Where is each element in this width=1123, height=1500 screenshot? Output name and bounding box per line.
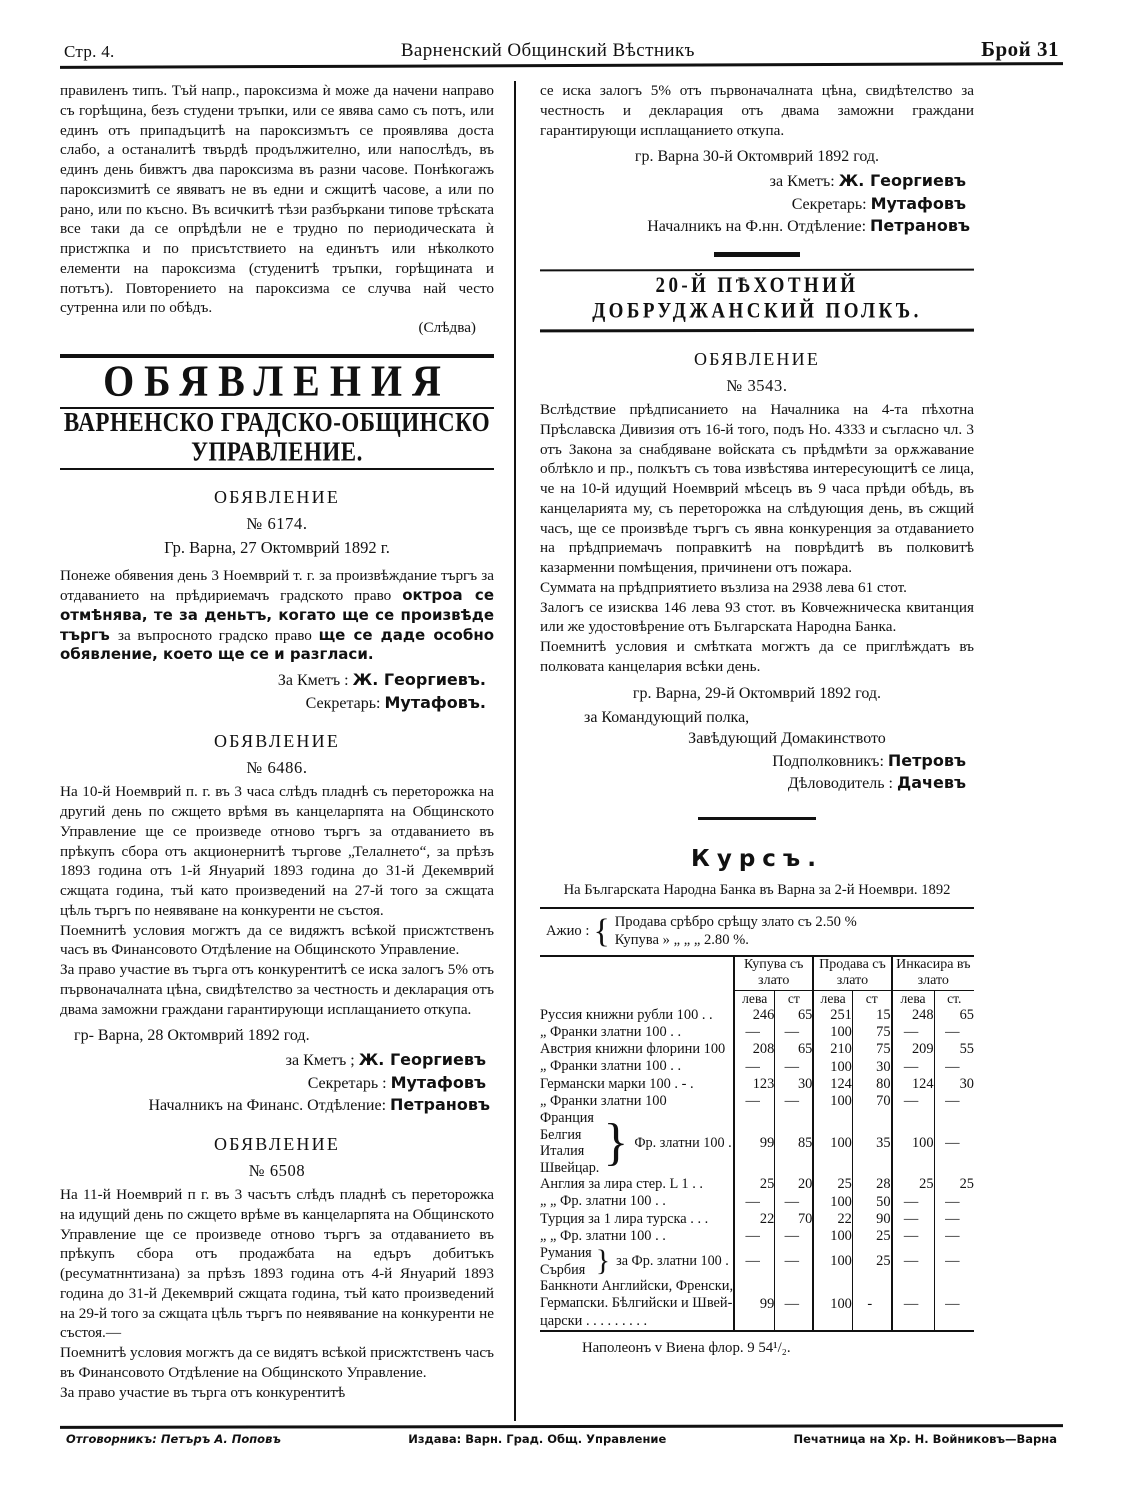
banknote-line: царски . . . . . . . . .: [540, 1312, 648, 1329]
continued-announcement: [540, 81, 974, 140]
rate-cell: 90: [852, 1211, 891, 1228]
rate-cell: 210: [813, 1041, 852, 1058]
rate-cell: 251: [813, 1007, 852, 1024]
currency-name-cell: Турция за 1 лира турска . . .: [540, 1210, 709, 1227]
footer-printer: Печатница на Хр. Н. Войниковъ—Варна: [793, 1432, 1057, 1446]
currency-name-cell: „ „ Фр. златни 100 . .: [540, 1193, 666, 1210]
collect-gold-header: Инкасира въ злато: [892, 956, 974, 991]
braced-currency-group: [540, 1245, 733, 1278]
rate-cell: —: [734, 1093, 775, 1110]
ajio-brace-icon: {: [593, 913, 610, 951]
regiment-body: [540, 400, 974, 677]
rate-cell: 100: [813, 1058, 852, 1075]
currency-group-names: [540, 1110, 599, 1176]
currency-group-suffix: Фр. златни 100 .: [634, 1134, 732, 1151]
announcement-title: ОБЯВЛЕНИЕ: [693, 349, 821, 370]
signature-block: [540, 170, 974, 238]
currency-group-names: [540, 1245, 592, 1278]
regiment-paragraph: Вслѣдствие прѣдписаниeто на Началника на 4-та пѣхотна Прѣславска Дивизия отъ 16-й того, подъ Но. 4333 и съгласно чл. 3 отъ Закона за снабдяване войската съ прѣдмѣти за орѫжавание облѣкло и пр., полкътъ съ това извѣстява интересующитѣ се лица, че на 10-й идущий Ноемврий мѣсецъ въ 9 часа прѣди обѣдь, въ канцеларията му, съ переторожка на слѣдующия день, въ сжщий часъ, ще се произвѣде търгъ съ явна конкуренция за отдаванието на прѣдприемачъ поправкитѣ на поврѣдитѣ въ полковитѣ казарменни помѣщения, причинени отъ пожара.: [540, 401, 974, 577]
regiment-paragraph: Поемнитѣ условия и смѣтката могжтъ да се приглѣждатъ въ полковата канцелария всѣки день.: [540, 638, 974, 675]
rate-cell: 25: [734, 1176, 775, 1193]
rate-cell: 123: [734, 1076, 775, 1093]
rate-cell: —: [934, 1193, 974, 1210]
rate-cell: 28: [852, 1176, 891, 1193]
emphasised-text: ще се даде особно обявление, което ще се и разгласи.: [60, 625, 494, 664]
rate-cell: 100: [813, 1110, 852, 1176]
signature-name: Петрановъ: [390, 1095, 490, 1115]
signature-role: за Кметъ ;: [285, 1052, 359, 1070]
currency-name: Румания: [540, 1245, 592, 1262]
regiment-heading: 20-Й ПѢХОТНИЙ ДОБРУДЖАНСКИЙ ПОЛКЪ.: [592, 273, 922, 324]
masthead-title: ОБЯВЛЕНИЯ: [103, 354, 451, 406]
rate-cell: 22: [734, 1211, 775, 1228]
announcement-paragraph: Поемнитѣ условия могжтъ да се видяжтъ всѣкой присжтственъ часъ въ Финансовото Отдѣление на Общинското Управление.: [60, 921, 494, 959]
currency-name: Франция: [540, 1110, 594, 1127]
rate-cell: 80: [852, 1076, 891, 1093]
rate-cell: —: [892, 1228, 935, 1245]
signature-name: Мутафовъ.: [384, 692, 486, 712]
rate-cell: —: [934, 1278, 974, 1331]
rate-cell: —: [734, 1245, 775, 1278]
rate-cell: —: [892, 1024, 935, 1041]
table-group-header-row: [540, 956, 974, 991]
rate-cell: 65: [775, 1041, 814, 1058]
signature-line: [540, 750, 974, 773]
announcement-number: № 6508: [248, 1161, 306, 1181]
ajio-buy-line: Купува » „ „ „ 2.80 %.: [614, 931, 749, 948]
signature-role: Началникъ на Ф.нн. Отдѣление:: [647, 218, 871, 236]
rate-cell: 100: [813, 1093, 852, 1110]
page-footer: [60, 1428, 1063, 1446]
rate-cell: 65: [934, 1007, 974, 1024]
unit-header: лева: [734, 990, 775, 1007]
signature-role: Секретарь :: [307, 1074, 391, 1092]
banknote-line: Гермапски. Бѣлгийски и Швей-: [540, 1295, 733, 1312]
table-row: [540, 1024, 974, 1041]
signature-role: Подполковникъ:: [772, 752, 888, 770]
table-row: [540, 1245, 974, 1278]
announcement-city-date: Гр. Варна, 27 Октомврий 1892 г.: [164, 538, 390, 558]
rate-cell: —: [934, 1058, 974, 1075]
signature-line: [540, 772, 974, 795]
announcement-title: ОБЯВЛЕНИЕ: [213, 731, 341, 752]
rate-cell: 55: [934, 1041, 974, 1058]
signature-line: за Командующий полка,: [584, 708, 750, 726]
rate-cell: 100: [813, 1278, 852, 1331]
table-row: [540, 1076, 974, 1093]
medical-article: [60, 81, 494, 338]
masthead-subtitle: ВАРНЕНСКО ГРАДСКО-ОБЩИНСКО УПРАВЛЕНИЕ.: [63, 407, 491, 467]
regiment-city-date: гр. Варна, 29-й Октомврий 1892 год.: [632, 684, 882, 702]
banknote-line: Банкноти Английски, Френски,: [540, 1278, 734, 1295]
rate-cell: 50: [852, 1193, 891, 1210]
announcement-6486: [60, 731, 494, 1117]
announcement-body: [60, 782, 494, 1019]
unit-header: ст: [852, 990, 891, 1007]
article-paragraph: правиленъ типъ. Тъй напр., пароксизма ѝ може да начени направо съ горѣщина, безъ студени тръпки, или се явява само съ потъ, или единъ отъ припадъцитѣ на пароксизмътъ се проявлява доста слабо, а останалитѣ твърдѣ продължително, или напослѣдъ, въ единъ день бивжтъ два пароксизма въ разни часове. Понѣкогажъ пароксизмитѣ се явяватъ не въ едни и сжщитѣ часове, а или по рано, или по късно. Въ всичкитѣ тѣзи разбъркани типове трѣската все таки да се опрѣдѣли не е трудно по периодическата ѝ пристжпка и по присътствието на единътъ или нѣколкото елементи на пароксизма (студенитѣ тръпки, горѣщината и потътъ). Повторението на пароксизма се случва най често сутренна или по обѣдъ.: [60, 82, 494, 317]
rate-cell: 30: [775, 1076, 814, 1093]
signature-name: Мутафовъ: [870, 193, 966, 213]
currency-name-cell: Руссия книжни рубли 100 . .: [540, 1006, 713, 1023]
rate-cell: 30: [852, 1058, 891, 1075]
announcement-paragraph: На 11-й Ноемврий п г. въ 3 часътъ слѣдъ пладнѣ съ переторожка на идущий день по сжщето врѣме въ канцеларпята на Общинското Управление ще се произведе отново търгъ за отдаванието въ прѣкупъ сбора отъ продажбата на едъръ добитъкъ (ресуматннтизана) за прѣзъ 1893 година отъ 4-й Януарий 1893 година до 31-й Декемврий сжщата година, тъй като произведений на 29-й того за сжщата цѣль търгъ по неявявание на конкуренти не състоя.—: [60, 1186, 494, 1342]
currency-name: Сърбия: [540, 1261, 586, 1278]
footer-publisher: Издава: Варн. Град. Общ. Управление: [408, 1432, 667, 1446]
rate-cell: 99: [734, 1278, 775, 1331]
rate-cell: —: [934, 1211, 974, 1228]
rate-cell: —: [775, 1193, 814, 1210]
signature-block: [60, 1049, 494, 1117]
rate-cell: —: [934, 1228, 974, 1245]
rate-cell: 100: [813, 1024, 852, 1041]
currency-name: Италия: [540, 1143, 585, 1160]
rate-cell: —: [934, 1110, 974, 1176]
currency-group-suffix: за Фр. златни 100 .: [616, 1253, 729, 1270]
ajio-sell-line: Продава срѣбро срѣщу злато съ 2.50 %: [614, 913, 857, 930]
rate-cell: 246: [734, 1007, 775, 1024]
rate-cell: —: [734, 1193, 775, 1210]
signature-name: Мутафовъ: [390, 1072, 486, 1092]
signature-role: Дѣловодитель :: [787, 775, 897, 793]
rate-cell: —: [734, 1228, 775, 1245]
rate-cell: 100: [813, 1245, 852, 1278]
rate-cell: 35: [852, 1110, 891, 1176]
signature-line: [540, 193, 974, 216]
currency-name-cell: „ Франки златни 100 . .: [540, 1058, 682, 1075]
rate-cell: 100: [813, 1193, 852, 1210]
article-continuation: (Слѣдва): [418, 319, 476, 336]
rate-cell: 208: [734, 1041, 775, 1058]
currency-name-cell: Австрия книжни флорини 100: [540, 1041, 726, 1058]
kurs-subtitle: На Българската Народна Банка въ Варна за 2-й Ноември. 1892: [563, 881, 951, 898]
signature-line: [60, 1049, 494, 1072]
page-number-label: Стр. 4.: [64, 42, 115, 61]
rate-cell: 124: [813, 1076, 852, 1093]
rate-cell: 20: [775, 1176, 814, 1193]
rate-cell: 85: [775, 1110, 814, 1176]
announcement-6508: [60, 1134, 494, 1402]
currency-name-cell: „ Франки златни 100: [540, 1092, 667, 1109]
table-row: [540, 1278, 974, 1331]
napoleon-rate: Наполеонъ v Виена флор. 9 54¹/₂.: [582, 1340, 791, 1356]
table-row: [540, 1211, 974, 1228]
table-row: [540, 1110, 974, 1176]
announcement-paragraph: Поемнитѣ условия могжтъ да се видятъ всѣкой присжтственъ часъ въ Финансовото Отдѣление на Общинското Управление.: [60, 1344, 494, 1381]
table-row: [540, 1193, 974, 1210]
table-head: [540, 956, 974, 1007]
rate-cell: 70: [852, 1093, 891, 1110]
continued-city-date: гр. Варна 30-й Октомврий 1892 год.: [634, 148, 880, 166]
announcement-body: [60, 566, 494, 665]
issue-number: Брой 31: [981, 37, 1059, 61]
unit-header: ст: [775, 990, 814, 1007]
continued-paragraph: се иска залогъ 5% отъ първоначалната цѣна, свидѣтелство за честность и декларация отъ двама заможни граждани гарантирующи исплащанието откупа.: [540, 82, 974, 139]
table-row: [540, 1007, 974, 1024]
rate-cell: —: [775, 1228, 814, 1245]
signature-role: За Кметъ :: [277, 672, 353, 690]
right-column: [518, 81, 974, 1421]
announcement-paragraph: За право участие въ търга отъ конкурентитѣ се иска залогъ 5% отъ първоначалната цѣна, свидѣтелство за честность и декларация отъ двама заможни граждани гарантирующи исплащанието откупа.: [60, 961, 494, 1018]
announcement-paragraph: За право участие въ търга отъ конкурентитѣ: [60, 1383, 346, 1401]
announcement-mixed-text: [60, 566, 494, 665]
currency-name-cell: „ „ Фр. златни 100 . .: [540, 1227, 666, 1244]
signature-name: Ж. Георгиевъ: [358, 1050, 486, 1070]
plain-text: за въпросното градско право: [117, 626, 319, 644]
signature-block: [60, 669, 494, 714]
section-separator-rule: [714, 252, 800, 257]
rate-cell: —: [934, 1093, 974, 1110]
currency-name: Белгия: [540, 1126, 582, 1143]
announcement-title: ОБЯВЛЕНИЕ: [213, 1134, 341, 1155]
announcement-number: № 3543.: [726, 376, 788, 396]
regiment-paragraph: Суммата на прѣдприятието възлиза на 2938 лева 61 стот.: [540, 578, 907, 596]
signature-role: за Кметъ:: [769, 173, 839, 191]
currency-name-cell: Англия за лира стер. L 1 . .: [540, 1176, 703, 1193]
rate-cell: 25: [813, 1176, 852, 1193]
rate-cell: —: [734, 1024, 775, 1041]
unit-header: ст.: [934, 990, 974, 1007]
announcement-6174: [60, 487, 494, 714]
announcement-number: № 6174.: [246, 514, 308, 534]
rate-cell: —: [775, 1058, 814, 1075]
rate-cell: —: [892, 1211, 935, 1228]
rate-cell: 15: [852, 1007, 891, 1024]
announcement-paragraph: На 10-й Ноемврий п. г. въ 3 часа слѣдъ пладнѣ съ переторожка на другий день по сжщето врѣмя въ канцеларпята на Общинското Управление ще се произведе отново търгъ за отдаванието въ прѣкупъ сбора отъ акционернитѣ търгове „Телалнето“, за прѣзъ 1893 година отъ 1-й Януарий 1893 година до 31-й Декемврий сжщата година, тъй като произведений на 27-й того за сжщата цѣль търгъ по неявяване на конкуренти не състоя.: [60, 783, 494, 919]
signature-line: [60, 669, 494, 692]
regiment-rule-bottom: [540, 329, 974, 333]
sell-gold-header: Продава съ злато: [813, 956, 891, 991]
rate-cell: 25: [934, 1176, 974, 1193]
emphasised-text: октроа се отмѣнява, те за деньтъ, когато ще се произвѣде търгъ: [60, 586, 494, 644]
left-column: [60, 81, 512, 1421]
rate-cell: 22: [813, 1211, 852, 1228]
signature-line: [60, 1072, 494, 1095]
table-row: [540, 1228, 974, 1245]
rate-cell: 100: [813, 1228, 852, 1245]
plain-text: Понеже обявения день 3 Ноемврий т. г. за произвѣждание търгъ за отдаванието на прѣдириемачъ градското право: [60, 567, 494, 605]
announcement-body: [60, 1185, 494, 1402]
signature-line: [540, 215, 974, 238]
signature-name: Дачевъ: [896, 773, 966, 793]
table-body: [540, 1007, 974, 1331]
rate-cell: 75: [852, 1041, 891, 1058]
rate-cell: —: [892, 1245, 935, 1278]
rate-cell: —: [934, 1245, 974, 1278]
column-divider: [514, 81, 516, 1421]
exchange-rates-table: [540, 955, 974, 1333]
ajio-block: [540, 907, 974, 955]
announcement-number: № 6486.: [246, 758, 308, 778]
rate-cell: —: [892, 1193, 935, 1210]
currency-name-cell: „ Франки златни 100 . .: [540, 1023, 682, 1040]
rate-cell: 25: [892, 1176, 935, 1193]
group-brace-icon: }: [603, 1114, 629, 1172]
announcement-title: ОБЯВЛЕНИЕ: [213, 487, 341, 508]
regiment-paragraph: Залогъ се изисква 146 лева 93 стот. въ Ковчежническа квитанция или же удостовѣрение отъ Българската Народна Банка.: [540, 598, 974, 636]
kurs-title: Курсъ.: [691, 845, 823, 872]
rate-cell: —: [775, 1093, 814, 1110]
signature-role: Началникъ на Финанс. Отдѣление:: [148, 1097, 391, 1115]
signature-line: [60, 1094, 494, 1117]
ajio-lines: [615, 914, 857, 950]
rate-cell: —: [775, 1245, 814, 1278]
rate-cell: —: [892, 1278, 935, 1331]
signature-name: Петровъ: [887, 750, 966, 770]
currency-name-cell: [540, 1245, 734, 1278]
rate-cell: —: [892, 1093, 935, 1110]
currency-name-cell: [540, 1110, 734, 1176]
signature-name: Ж. Георгиевъ.: [352, 670, 486, 690]
rate-cell: 25: [852, 1228, 891, 1245]
rate-cell: -: [852, 1278, 891, 1331]
signature-line: Завѣдующий Домакинството: [688, 730, 886, 748]
kurs-separator-rule: [698, 817, 816, 820]
currency-name-cell: [540, 1278, 734, 1331]
table-row: [540, 1093, 974, 1110]
rate-cell: 124: [892, 1076, 935, 1093]
unit-header: лева: [813, 990, 852, 1007]
currency-name-cell: Германски марки 100 . - .: [540, 1075, 694, 1092]
ajio-label: Ажио :: [546, 923, 590, 940]
signature-block: [540, 707, 974, 795]
rate-cell: —: [892, 1058, 935, 1075]
exchange-rates-section: [540, 846, 974, 1357]
announcements-masthead: [60, 354, 494, 471]
signature-line: [540, 170, 974, 193]
braced-currency-group: [540, 1110, 733, 1176]
columns-container: [60, 81, 1063, 1421]
rate-cell: —: [934, 1024, 974, 1041]
rate-cell: —: [734, 1058, 775, 1075]
rate-cell: 100: [892, 1110, 935, 1176]
rate-cell: 65: [775, 1007, 814, 1024]
signature-role: Секретарь:: [791, 195, 871, 213]
page-header: [60, 28, 1063, 62]
rate-cell: 209: [892, 1041, 935, 1058]
rate-cell: 70: [775, 1211, 814, 1228]
table-row: [540, 1176, 974, 1193]
buy-gold-header: Купува съ злато: [734, 956, 813, 991]
rate-cell: 30: [934, 1076, 974, 1093]
regiment-section: [540, 269, 974, 795]
announcement-city-date: гр- Варна, 28 Октомврий 1892 год.: [74, 1027, 310, 1045]
group-brace-icon: }: [595, 1244, 611, 1278]
rate-cell: 25: [852, 1245, 891, 1278]
currency-name: Швейцар.: [540, 1159, 600, 1176]
rate-cell: 248: [892, 1007, 935, 1024]
rate-cell: 99: [734, 1110, 775, 1176]
signature-name: Петрановъ: [870, 216, 970, 236]
table-row: [540, 1058, 974, 1075]
newspaper-title: Варненский Общинский Вѣстникъ: [400, 40, 695, 61]
signature-name: Ж. Георгиевъ: [838, 171, 966, 191]
header-rule: [60, 62, 1063, 69]
rate-cell: —: [775, 1278, 814, 1331]
footer-responsible: Отговорникъ: Петъръ А. Поповъ: [66, 1432, 281, 1446]
rate-cell: 75: [852, 1024, 891, 1041]
table-row: [540, 1041, 974, 1058]
currency-name-header: [540, 956, 734, 1007]
signature-role: Секретарь:: [305, 694, 385, 712]
rate-cell: —: [775, 1024, 814, 1041]
signature-line: [60, 692, 494, 715]
unit-header: лева: [892, 990, 935, 1007]
